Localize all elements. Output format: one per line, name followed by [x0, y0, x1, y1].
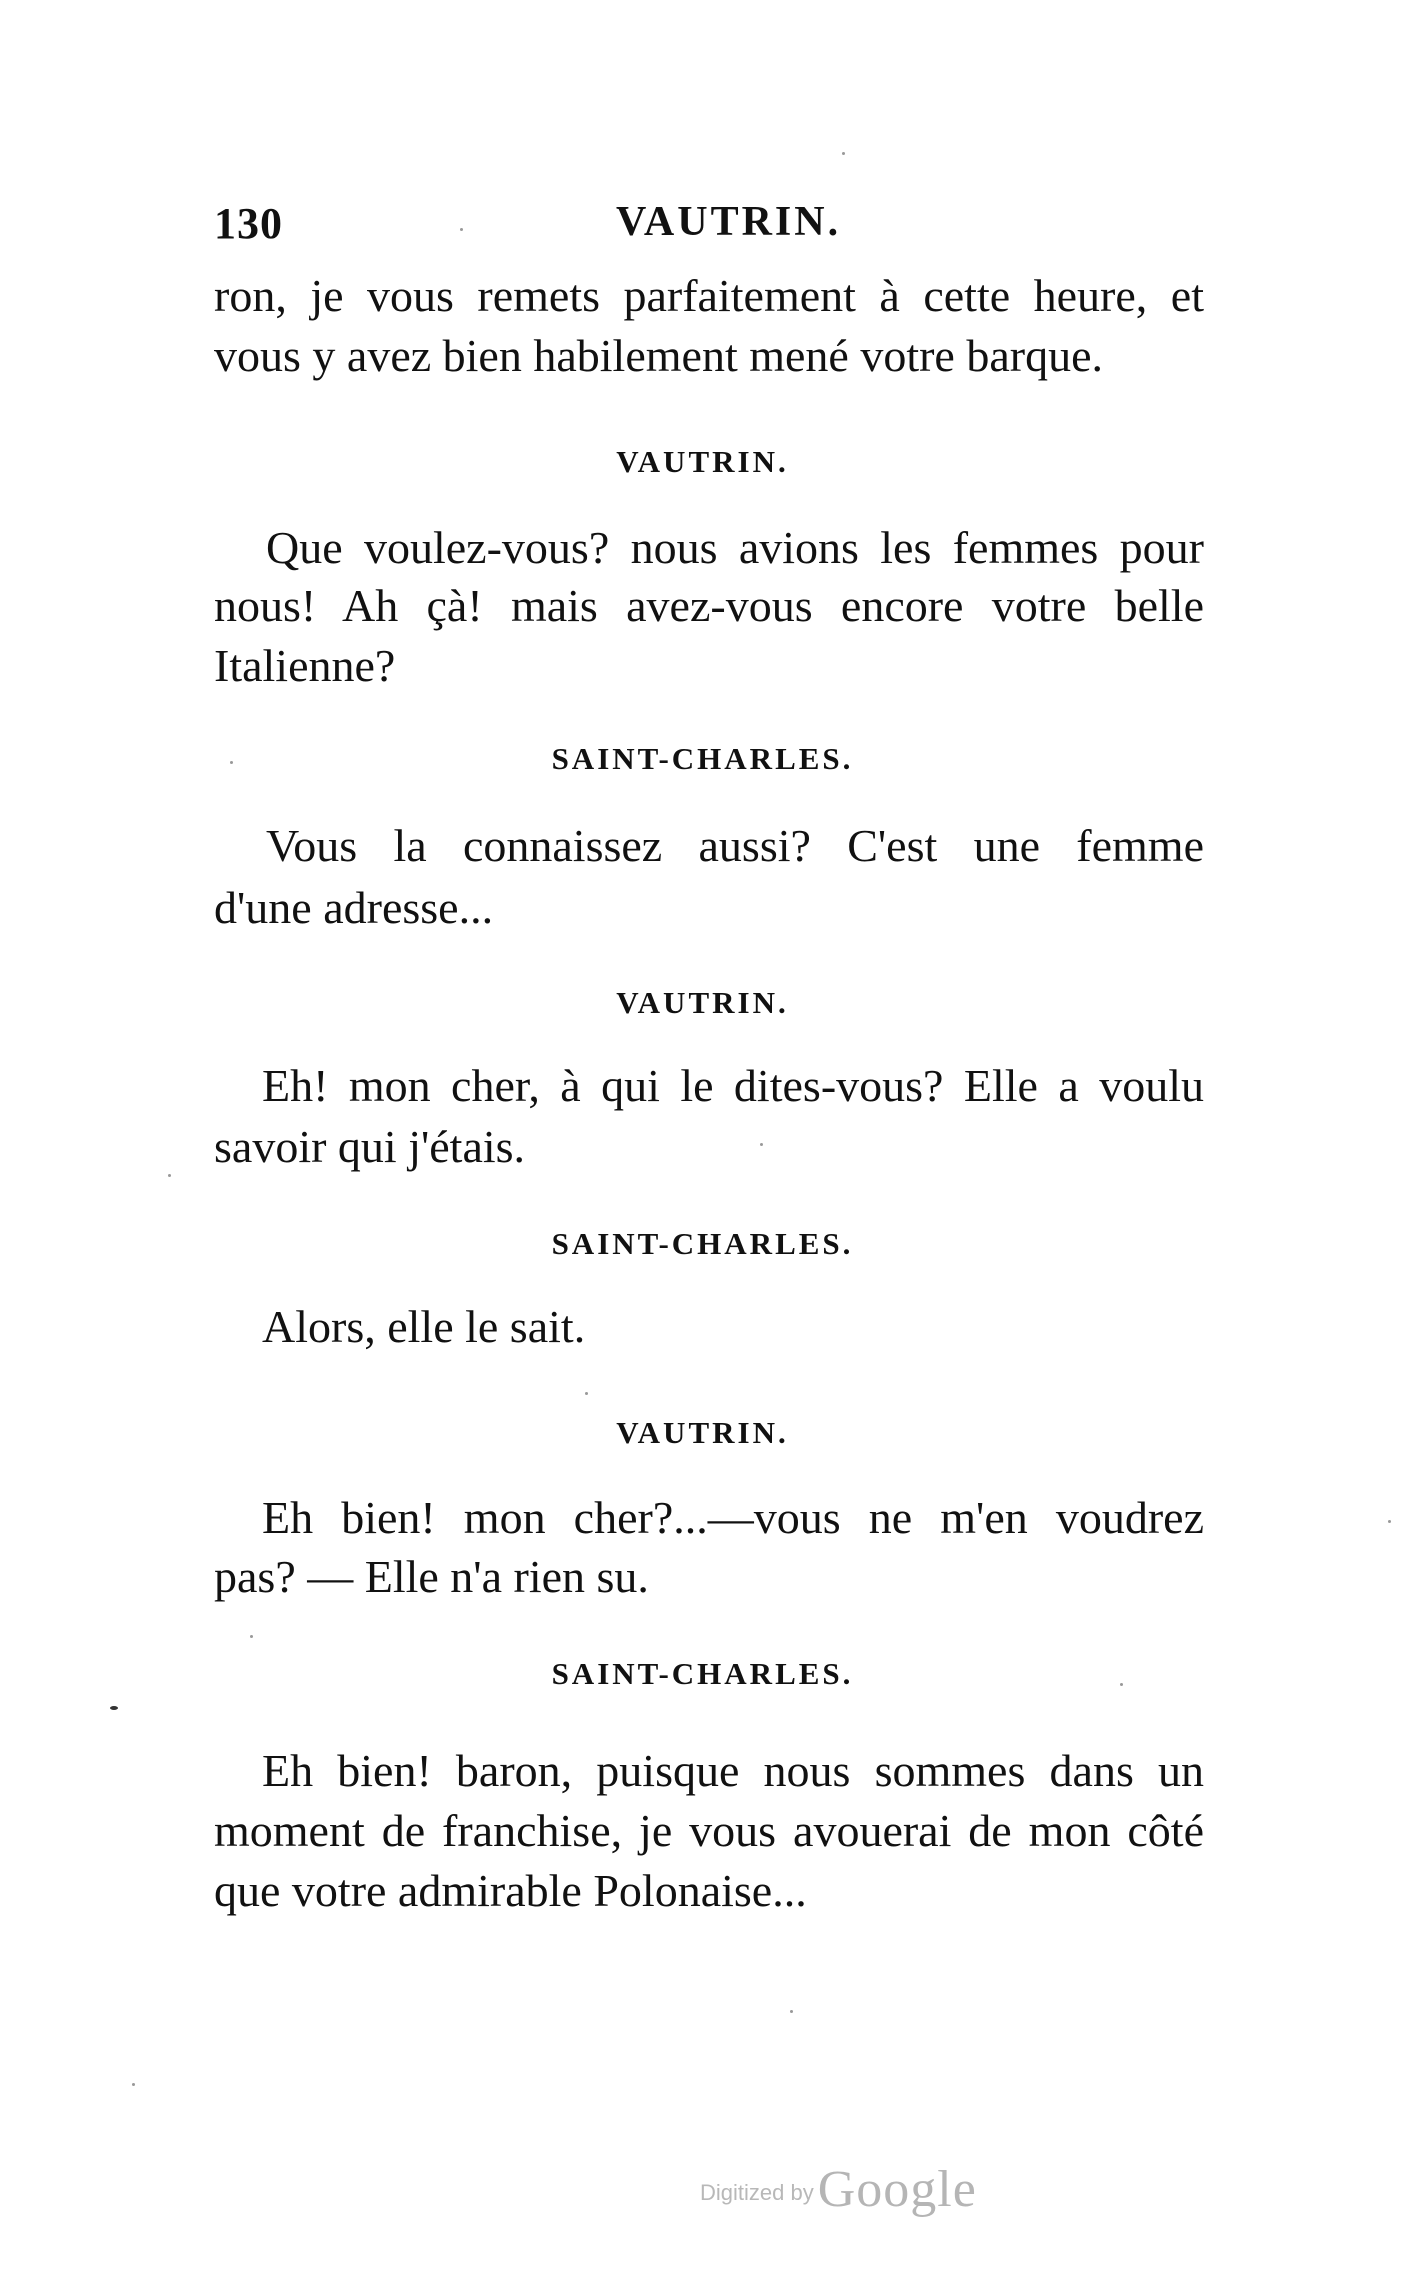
speaker-label: VAUTRIN. — [616, 985, 789, 1020]
text-line: Eh bien! baron, puisque nous sommes dans un — [262, 1745, 1204, 1796]
digitization-watermark — [700, 2160, 977, 2219]
text-line: Italienne? — [214, 640, 396, 691]
scan-speck — [460, 228, 463, 231]
digitized-by-text: Digitized by — [700, 2180, 814, 2205]
scan-speck — [250, 1635, 253, 1638]
text-line: d'une adresse... — [214, 882, 494, 933]
text-line: pas? — Elle n'a rien su. — [214, 1551, 649, 1602]
running-title: VAUTRIN. — [616, 199, 842, 245]
text-line: Vous la connaissez aussi? C'est une femme — [266, 820, 1204, 871]
text-line: ron, je vous remets parfaitement à cette heure, et — [214, 270, 1204, 321]
text-line: Alors, elle le sait. — [262, 1301, 586, 1352]
text-line: savoir qui j'étais. — [214, 1121, 526, 1172]
text-line: nous! Ah çà! mais avez-vous encore votre belle — [214, 580, 1204, 631]
speaker-label: VAUTRIN. — [616, 444, 789, 479]
scan-speck — [230, 761, 233, 764]
google-logo: Google — [817, 2161, 977, 2218]
page-number: 130 — [214, 199, 283, 248]
scan-speck — [760, 1143, 763, 1146]
scan-speck — [1388, 1520, 1391, 1523]
speaker-label: VAUTRIN. — [616, 1415, 789, 1450]
scan-speck — [790, 2010, 793, 2013]
scan-speck — [110, 1706, 118, 1710]
text-line: vous y avez bien habilement mené votre barque. — [214, 330, 1104, 381]
scan-speck — [132, 2083, 135, 2086]
text-line: moment de franchise, je vous avouerai de mon côté — [214, 1805, 1204, 1856]
scan-speck — [842, 152, 845, 155]
speaker-label: SAINT-CHARLES. — [551, 1656, 854, 1691]
text-line: que votre admirable Polonaise... — [214, 1865, 807, 1916]
scan-speck — [168, 1174, 171, 1177]
text-line: Eh bien! mon cher?...—vous ne m'en voudrez — [262, 1492, 1204, 1543]
scan-speck — [1120, 1683, 1123, 1686]
speaker-label: SAINT-CHARLES. — [551, 741, 854, 776]
text-line: Que voulez-vous? nous avions les femmes pour — [266, 522, 1204, 573]
text-line: Eh! mon cher, à qui le dites-vous? Elle a voulu — [262, 1060, 1204, 1111]
scan-speck — [585, 1392, 588, 1395]
speaker-label: SAINT-CHARLES. — [551, 1226, 854, 1261]
page-header — [214, 198, 1210, 258]
